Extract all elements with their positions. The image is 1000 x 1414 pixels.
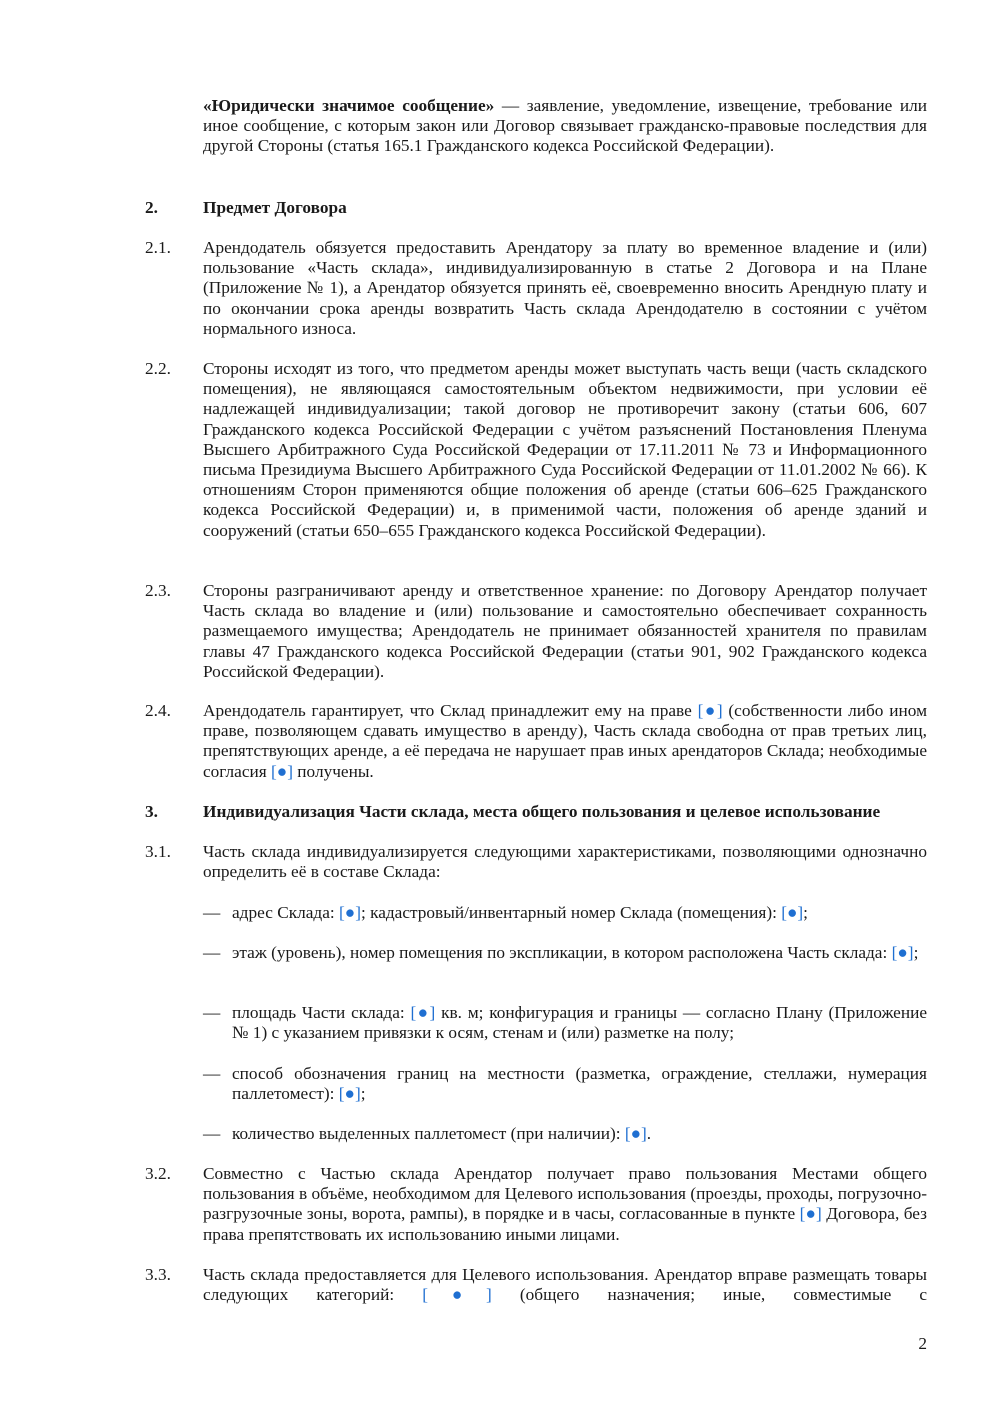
list-item: — адрес Склада: [●]; кадастровый/инвентарный номер Склада (помещения): [●]; xyxy=(203,903,808,922)
placeholder: [●] xyxy=(410,1003,436,1022)
list-item: — количество выделенных паллетомест (при наличии): [●]. xyxy=(203,1124,652,1143)
clause-2-2 xyxy=(145,359,927,541)
section-3-heading xyxy=(145,802,927,822)
defined-term: «Юридически значимое сообщение» xyxy=(203,96,495,115)
section-title: Предмет Договора xyxy=(203,198,347,217)
placeholder: [●] xyxy=(891,943,914,962)
clause-text: Часть склада предоставляется для Целевого использования. Арендатор вправе размещать товары следующих категорий: [●] (общего назначения; иные, совместимые с xyxy=(203,1265,928,1305)
clause-number: 2.1. xyxy=(145,238,171,257)
placeholder: [●] xyxy=(781,903,804,922)
clause-text: Стороны разграничивают аренду и ответственное хранение: по Договору Арендатор получает Часть склада во владение и (или) пользование и самостоятельно обеспечивает сохранность размещаемого имущества; Арендодатель не принимает обязанностей хранителя по правилам главы 47 Гражданского кодекса Российской Федерации (статьи 901, 902 Гражданского кодекса Российской Федерации). xyxy=(203,581,927,681)
clause-text: Арендодатель обязуется предоставить Арендатору за плату во временное владение и (или) пользование «Часть склада», индивидуализированную в статье 2 Договора и на Плане (Приложение № 1), а Арендатор обязуется принять её, своевременно вносить Арендную плату и по окончании срока аренды возвратить Часть склада Арендодателю в состоянии с учётом нормального износа. xyxy=(203,238,927,338)
page-number: 2 xyxy=(918,1334,927,1353)
list-item: — этаж (уровень), номер помещения по экспликации, в котором расположена Часть склада: [●]; xyxy=(203,943,919,962)
clause-text: Совместно с Частью склада Арендатор получает право пользования Местами общего пользования в объёме, необходимом для Целевого использования (проезды, проходы, погрузочно-разгрузочные зоны, ворота, рампы), в порядке и в часы, согласованные в пункте [●] Договора, без права препятствовать их использованию иными лицами. xyxy=(203,1164,927,1244)
section-number: 3. xyxy=(145,802,158,821)
clause-2-4 xyxy=(145,701,927,782)
dash-marker: — xyxy=(203,1124,221,1143)
placeholder: [●] xyxy=(422,1285,492,1305)
definition-text: — заявление, уведомление, извещение, требование или иное сообщение, с которым закон или Договор связывает гражданско-правовые последствия для другой Стороны (статья 165.1 Гражданского кодекса Российской Федерации). xyxy=(203,96,927,156)
dash-marker: — xyxy=(203,1064,221,1083)
dash-marker: — xyxy=(203,903,221,922)
placeholder: [●] xyxy=(339,903,361,922)
placeholder: [●] xyxy=(697,701,723,720)
clause-number: 2.4. xyxy=(145,701,171,720)
section-2-heading xyxy=(145,198,927,218)
placeholder: [●] xyxy=(799,1204,822,1224)
list-item: — площадь Части склада: [●] кв. м; конфигурация и границы — согласно Плану (Приложение № 1) с указанием привязки к осям, стенам и (или) разметке на полу; xyxy=(203,1003,927,1043)
section-number: 2. xyxy=(145,198,158,217)
clause-3-3 xyxy=(145,1265,927,1305)
clause-number: 2.3. xyxy=(145,581,171,600)
clause-number: 3.1. xyxy=(145,842,171,861)
list-item: — способ обозначения границ на местности (разметка, ограждение, стеллажи, нумерация паллетомест): [●]; xyxy=(203,1064,927,1104)
placeholder: [●] xyxy=(271,761,293,781)
clause-text: Стороны исходят из того, что предметом аренды может выступать часть вещи (часть складского помещения), не являющаяся самостоятельным объектом недвижимости, при условии её надлежащей индивидуализации; такой договор не противоречит закону (статьи 606, 607 Гражданского кодекса Российской Федерации с учётом разъяснений Постановления Пленума Высшего Арбитражного Суда Российской Федерации от 17.11.2011 № 73 и Информационного письма Президиума Высшего Арбитражного Суда Российской Федерации от 11.01.2002 № 66). К отношениям Сторон применяются общие положения об аренде (статьи 606–625 Гражданского кодекса Российской Федерации) и, в применимой части, положения об аренде зданий и сооружений (статьи 650–655 Гражданского кодекса Российской Федерации). xyxy=(203,359,927,540)
section-title: Индивидуализация Части склада, места общего пользования и целевое использование xyxy=(203,802,881,821)
clause-3-1 xyxy=(145,842,927,882)
intro-definition xyxy=(203,96,927,157)
clause-text: Арендодатель гарантирует, что Склад принадлежит ему на праве [●] (собственности либо ином праве, позволяющем сдавать имущество в аренду), Часть склада свободна от прав третьих лиц, препятствующих аренде, а её передача не нарушает прав иных арендаторов Склада; необходимые согласия [●] получены. xyxy=(203,701,928,781)
dash-marker: — xyxy=(203,943,221,962)
clause-number: 3.3. xyxy=(145,1265,171,1284)
placeholder: [●] xyxy=(338,1084,361,1104)
clause-number: 3.2. xyxy=(145,1164,171,1183)
clause-text: Часть склада индивидуализируется следующими характеристиками, позволяющими однозначно определить её в составе Склада: xyxy=(203,842,927,882)
clause-number: 2.2. xyxy=(145,359,171,378)
clause-2-1 xyxy=(145,238,927,339)
dash-marker: — xyxy=(203,1003,221,1022)
clause-2-3 xyxy=(145,581,927,682)
clause-3-2 xyxy=(145,1164,927,1245)
placeholder: [●] xyxy=(624,1124,647,1143)
